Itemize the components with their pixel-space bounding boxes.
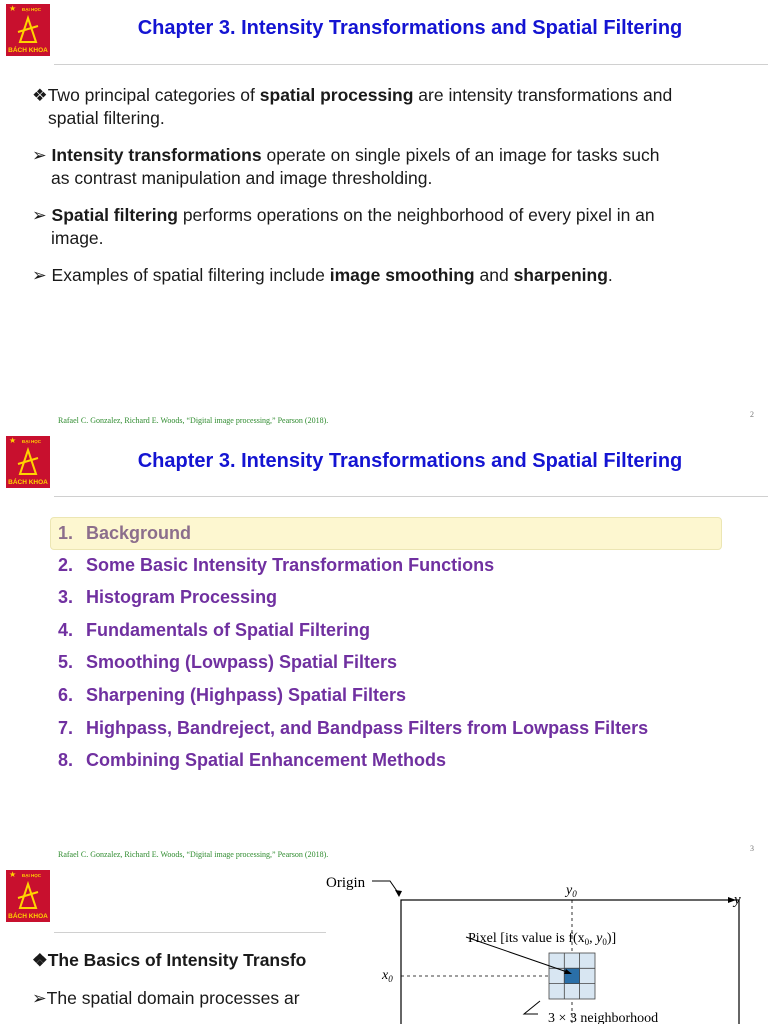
university-logo (6, 870, 50, 922)
x0-label: $x_0$ (382, 968, 393, 984)
logo-emblem-icon (14, 446, 42, 476)
origin-label: Origin (326, 875, 366, 891)
slide-3 (0, 432, 768, 864)
page-number: 3 (750, 844, 754, 853)
star-icon: ★ (9, 870, 17, 879)
neighborhood-label: 3 × 3 neighborhood (548, 1011, 659, 1024)
toc-item-highpass[interactable]: 7. Highpass, Bandreject, and Bandpass Filters from Lowpass Filters (58, 717, 649, 738)
university-logo (6, 4, 50, 56)
bullet-intensity-transformations: ➢ Intensity transformations operate on single pixels of an image for tasks such as contrast manipulation and image thresholding. (32, 145, 660, 188)
toc-item-histogram[interactable]: 3. Histogram Processing (58, 587, 278, 608)
slide-2 (0, 0, 768, 432)
toc-item-sharpening[interactable]: 6. Sharpening (Highpass) Spatial Filters (58, 684, 407, 705)
bullet-spatial-filtering: ➢ Spatial filtering performs operations on the neighborhood of every pixel in an image. (32, 205, 655, 248)
slide-4 (0, 864, 768, 1024)
arrow-bullet-icon: ➢ (32, 988, 47, 1008)
paragraph-spatial-processing: ❖Two principal categories of spatial processing are intensity transformations and spatial filtering. (32, 85, 673, 128)
diamond-bullet-icon: ❖ (32, 950, 48, 970)
y-axis-label: y (734, 892, 741, 908)
university-logo (6, 436, 50, 488)
toc-item-smoothing[interactable]: 5. Smoothing (Lowpass) Spatial Filters (58, 652, 398, 673)
star-icon: ★ (9, 436, 17, 445)
logo-emblem-icon (14, 14, 42, 44)
arrow-bullet-icon: ➢ (32, 145, 47, 165)
header-divider (54, 496, 768, 497)
bullet-examples: ➢ Examples of spatial filtering include image smoothing and sharpening. (32, 265, 613, 285)
logo-bottom-text: BÁCH KHOA (8, 913, 48, 920)
page-number: 2 (750, 410, 754, 419)
neighborhood-grid (549, 953, 595, 999)
toc-item-spatial-filtering[interactable]: 4. Fundamentals of Spatial Filtering (58, 619, 371, 640)
diamond-bullet-icon: ❖ (32, 85, 48, 105)
reference-footer: Rafael C. Gonzalez, Richard E. Woods, “Digital image processing,” Pearson (2018). (58, 850, 329, 859)
logo-bottom-text: BÁCH KHOA (8, 479, 48, 486)
header-divider (54, 932, 326, 933)
pixel-label: Pixel [its value is $f(x_0$, $y_0$)] (468, 931, 617, 947)
header-divider (54, 64, 768, 65)
arrow-bullet-icon: ➢ (32, 205, 47, 225)
toc-item-background[interactable]: 1. Background (50, 517, 722, 550)
slide-title: Chapter 3. Intensity Transformations and Spatial Filtering (137, 17, 683, 39)
section-heading: ❖The Basics of Intensity Transfo (32, 950, 307, 970)
toc-item-intensity-functions[interactable]: 2. Some Basic Intensity Transformation Functions (58, 554, 495, 575)
logo-top-text: ĐẠI HỌC (22, 7, 41, 12)
y0-label: $y_0$ (566, 883, 577, 899)
arrow-bullet-icon: ➢ (32, 265, 47, 285)
reference-footer: Rafael C. Gonzalez, Richard E. Woods, “Digital image processing,” Pearson (2018). (58, 416, 329, 425)
logo-top-text: ĐẠI HỌC (22, 873, 41, 878)
table-of-contents (58, 517, 722, 778)
slide-title: Chapter 3. Intensity Transformations and Spatial Filtering (137, 450, 683, 472)
neighborhood-diagram (326, 864, 768, 1024)
logo-bottom-text: BÁCH KHOA (8, 47, 48, 54)
spatial-neighborhood-figure (326, 864, 768, 1024)
star-icon: ★ (9, 4, 17, 13)
bullet-spatial-domain: ➢The spatial domain processes ar (32, 988, 300, 1008)
logo-emblem-icon (14, 880, 42, 910)
logo-top-text: ĐẠI HỌC (22, 439, 41, 444)
toc-item-combining[interactable]: 8. Combining Spatial Enhancement Methods (58, 750, 447, 771)
